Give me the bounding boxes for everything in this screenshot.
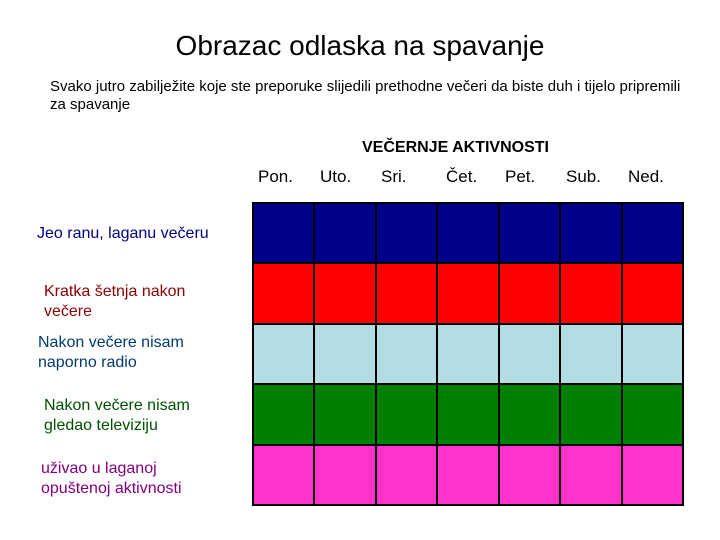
tracking-cell-row1-mon[interactable] — [254, 204, 313, 262]
tracking-cell-row5-fri[interactable] — [500, 446, 559, 504]
tracking-cell-row2-mon[interactable] — [254, 264, 313, 322]
activity-label-no-hard-work: Nakon večere nisam naporno radio — [38, 334, 184, 371]
activity-label-relaxing-activity: uživao u laganoj opuštenoj aktivnosti — [41, 460, 182, 497]
day-header-tue: Uto. — [320, 167, 352, 186]
activity-label-evening-walk: Kratka šetnja nakon večere — [44, 283, 186, 320]
tracking-cell-row3-tue[interactable] — [315, 325, 374, 383]
activity-label-early-dinner: Jeo ranu, laganu večeru — [37, 225, 209, 242]
tracking-cell-row3-thu[interactable] — [438, 325, 497, 383]
tracking-cell-row4-sun[interactable] — [623, 385, 682, 443]
tracking-cell-row2-sun[interactable] — [623, 264, 682, 322]
instructions-text: Svako jutro zabilježite koje ste preporuke slijedili prethodne večeri da biste duh i tijelo pripremili za spavanje — [50, 78, 681, 113]
tracking-cell-row1-thu[interactable] — [438, 204, 497, 262]
day-header-sat: Sub. — [566, 167, 601, 186]
tracking-cell-row5-sun[interactable] — [623, 446, 682, 504]
tracking-cell-row2-sat[interactable] — [561, 264, 620, 322]
tracking-cell-row3-mon[interactable] — [254, 325, 313, 383]
tracking-cell-row2-tue[interactable] — [315, 264, 374, 322]
activity-label-no-television: Nakon večere nisam gledao televiziju — [44, 397, 190, 434]
tracking-cell-row5-tue[interactable] — [315, 446, 374, 504]
tracking-cell-row5-wed[interactable] — [377, 446, 436, 504]
tracking-cell-row3-sun[interactable] — [623, 325, 682, 383]
section-header: VEČERNJE AKTIVNOSTI — [362, 139, 549, 156]
tracking-cell-row1-tue[interactable] — [315, 204, 374, 262]
day-header-mon: Pon. — [258, 167, 293, 186]
tracking-cell-row5-sat[interactable] — [561, 446, 620, 504]
tracking-cell-row3-wed[interactable] — [377, 325, 436, 383]
tracking-cell-row4-tue[interactable] — [315, 385, 374, 443]
weekly-tracking-grid — [252, 202, 684, 506]
tracking-cell-row4-mon[interactable] — [254, 385, 313, 443]
day-header-thu: Čet. — [446, 167, 478, 186]
tracking-cell-row4-fri[interactable] — [500, 385, 559, 443]
day-header-sun: Ned. — [628, 167, 664, 186]
tracking-cell-row1-sun[interactable] — [623, 204, 682, 262]
tracking-cell-row3-fri[interactable] — [500, 325, 559, 383]
tracking-cell-row1-wed[interactable] — [377, 204, 436, 262]
day-header-fri: Pet. — [505, 167, 536, 186]
tracking-cell-row4-wed[interactable] — [377, 385, 436, 443]
tracking-cell-row1-fri[interactable] — [500, 204, 559, 262]
tracking-cell-row5-mon[interactable] — [254, 446, 313, 504]
tracking-cell-row4-sat[interactable] — [561, 385, 620, 443]
tracking-cell-row4-thu[interactable] — [438, 385, 497, 443]
tracking-cell-row2-wed[interactable] — [377, 264, 436, 322]
day-header-wed: Sri. — [381, 167, 407, 186]
tracking-cell-row2-thu[interactable] — [438, 264, 497, 322]
tracking-cell-row1-sat[interactable] — [561, 204, 620, 262]
tracking-cell-row5-thu[interactable] — [438, 446, 497, 504]
tracking-cell-row3-sat[interactable] — [561, 325, 620, 383]
tracking-cell-row2-fri[interactable] — [500, 264, 559, 322]
page-title: Obrazac odlaska na spavanje — [175, 30, 545, 61]
